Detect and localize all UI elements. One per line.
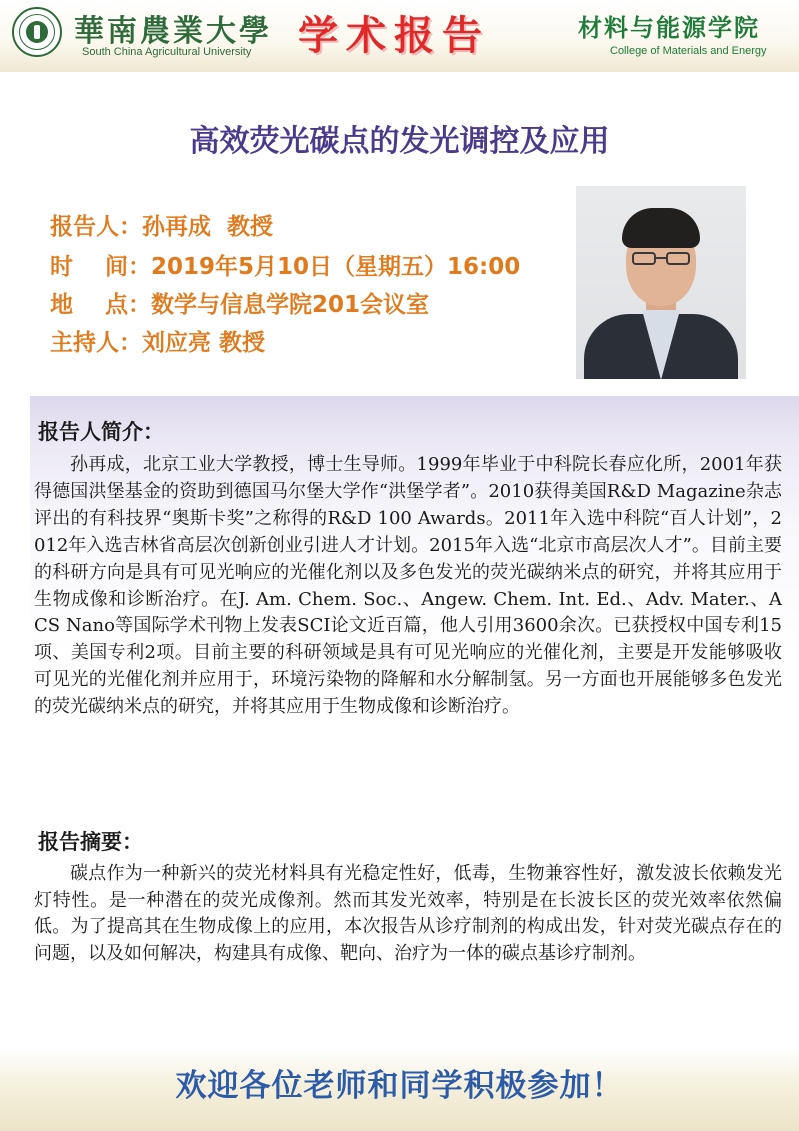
- university-seal-icon: [12, 7, 62, 57]
- time-line: [50, 248, 520, 281]
- place-value: 数学与信息学院201会议室: [151, 292, 430, 318]
- place-line: [50, 286, 429, 319]
- host-label: 主持人：: [50, 330, 142, 356]
- speaker-label: 报告人：: [50, 214, 142, 240]
- host-value: 刘应亮 教授: [142, 330, 266, 356]
- speaker-value: 孙再成 教授: [142, 214, 274, 240]
- university-name-cn: 華南農業大學: [74, 14, 272, 49]
- academic-report-banner: 学术报告: [298, 13, 490, 59]
- host-line: [50, 324, 265, 357]
- intro-paragraph: 孙再成，北京工业大学教授，博士生导师。1999年毕业于中科院长春应化所，2001年获得德国洪堡基金的资助到德国马尔堡大学作“洪堡学者”。2010获得美国R&D Magazine杂志评出的有科技界“奥斯卡奖”之称得的R&D 100 Awards。2011年入选中科院“百人计划”，2012年入选吉林省高层次创新创业引进人才计划。2015年入选“北京市高层次人才”。目前主要的科研方向是具有可见光响应的光催化剂以及多色发光的荧光碳纳米点的研究，并将其应用于生物成像和诊断治疗。在J. Am. Chem. Soc.、Angew. Chem. Int. Ed.、Adv. Mater.、ACS Nano等国际学术刊物上发表SCI论文近百篇，他人引用3600余次。已获授权中国专利15项、美国专利2项。目前主要的科研领域是具有可见光响应的光催化剂，主要是开发能够吸收可见光的光催化剂并应用于，环境污染物的降解和水分解制氢。另一方面也开展能够多色发光的荧光碳纳米点的研究，并将其应用于生物成像和诊断治疗。: [34, 454, 782, 718]
- speaker-line: [50, 208, 273, 241]
- header-band: [0, 0, 799, 72]
- intro-heading: 报告人简介：: [38, 419, 164, 444]
- college-name-cn: 材料与能源学院: [578, 13, 760, 42]
- abstract-paragraph: 碳点作为一种新兴的荧光材料具有光稳定性好，低毒，生物兼容性好，激发波长依赖发光灯特性。是一种潜在的荧光成像剂。然而其发光效率，特别是在长波长区的荧光效率依然偏低。为了提高其在生物成像上的应用，本次报告从诊疗制剂的构成出发，针对荧光碳点存在的问题，以及如何解决，构建具有成像、靶向、治疗为一体的碳点基诊疗制剂。: [34, 863, 782, 964]
- report-title: 高效荧光碳点的发光调控及应用: [189, 124, 610, 159]
- time-value: 2019年5月10日（星期五）16:00: [151, 254, 521, 280]
- time-label: 时 间：: [50, 254, 152, 280]
- abstract-heading: 报告摘要：: [38, 829, 143, 854]
- place-label: 地 点：: [50, 292, 152, 318]
- speaker-photo: [576, 186, 746, 379]
- university-name-en: South China Agricultural University: [82, 46, 252, 58]
- college-name-en: College of Materials and Energy: [610, 45, 767, 57]
- welcome-footer: 欢迎各位老师和同学积极参加！: [175, 1068, 624, 1104]
